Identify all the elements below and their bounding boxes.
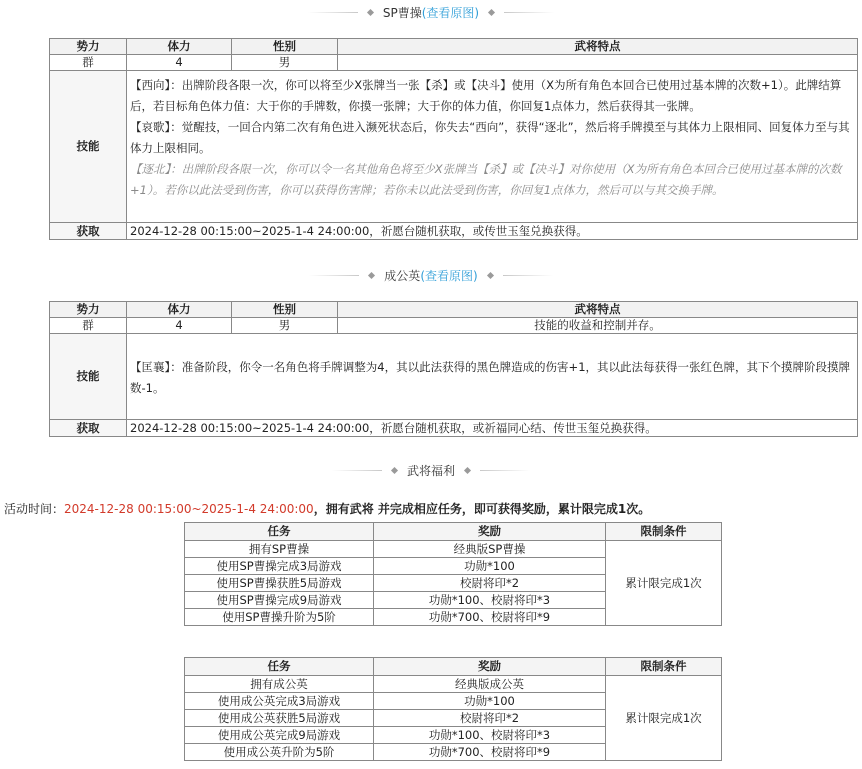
- skill-kuangxiang: 【匡襄】：准备阶段，你令一名角色将手牌调整为4，其以此法获得的黑色牌造成的伤害+1，其以此法每获得一张红色牌，其下个摸牌阶段摸牌数-1。: [130, 359, 851, 395]
- obtain-value: 2024-12-28 00:15:00~2025-1-4 24:00:00，祈愿台随机获取，或祈福同心结、传世玉玺兑换获得。: [127, 420, 858, 437]
- faction-value: 群: [50, 55, 127, 71]
- diamond-icon: [488, 8, 495, 15]
- header-traits: 武将特点: [338, 302, 858, 318]
- reward-cell: 功勋*100: [374, 693, 606, 710]
- divider-line: [332, 470, 382, 471]
- header-gender: 性别: [232, 39, 338, 55]
- faction-value: 群: [50, 318, 127, 334]
- section-header-cheng-gongying: [0, 265, 862, 285]
- task-cell: 使用SP曹操升阶为5阶: [185, 609, 374, 626]
- header-faction: 势力: [50, 302, 127, 318]
- view-original-link[interactable]: (查看原图): [421, 5, 480, 20]
- skills-cell: [127, 334, 858, 420]
- gender-value: 男: [232, 318, 338, 334]
- header-hp: 体力: [127, 302, 232, 318]
- header-reward: 奖励: [374, 523, 606, 541]
- skills-label: 技能: [50, 71, 127, 223]
- hp-value: 4: [127, 55, 232, 71]
- diamond-icon: [368, 271, 375, 278]
- obtain-label: 获取: [50, 420, 127, 437]
- header-limit: 限制条件: [606, 523, 722, 541]
- task-cell: 使用成公英升阶为5阶: [185, 744, 374, 761]
- obtain-label: 获取: [50, 223, 127, 240]
- reward-cell: 功勋*100、校尉将印*3: [374, 727, 606, 744]
- reward-cell: 经典版成公英: [374, 676, 606, 693]
- reward-cell: 功勋*100、校尉将印*3: [374, 592, 606, 609]
- task-cell: 使用成公英完成9局游戏: [185, 727, 374, 744]
- task-cell: 使用SP曹操完成9局游戏: [185, 592, 374, 609]
- header-faction: 势力: [50, 39, 127, 55]
- activity-suffix: ，拥有武将 并完成相应任务，即可获得奖励，累计限完成1次。: [313, 502, 651, 516]
- hp-value: 4: [127, 318, 232, 334]
- skills-label: 技能: [50, 334, 127, 420]
- reward-cell: 经典版SP曹操: [374, 541, 606, 558]
- section-title: SP曹操(查看原图): [382, 5, 480, 20]
- limit-cell: 累计限完成1次: [606, 541, 722, 626]
- header-traits: 武将特点: [338, 39, 858, 55]
- skill-xixiang: 【西向】：出牌阶段各限一次，你可以将至少X张牌当一张【杀】或【决斗】使用（X为所有角色本回合已使用过基本牌的次数+1）。此牌结算后，若目标角色体力值：大于你的手牌数，你摸一张牌；大于你的体力值，你回复1点体力，然后获得其一张牌。: [130, 78, 842, 113]
- divider-line: [504, 12, 554, 13]
- section-title: 成公英(查看原图): [384, 268, 478, 283]
- traits-value: 技能的收益和控制并存。: [338, 318, 858, 334]
- skill-aige: 【哀歌】：觉醒技，一回合内第二次有角色进入濒死状态后，你失去“西向”，获得“逐北”，然后将手牌摸至与其体力上限相同、回复体力至与其体力上限相同。: [130, 120, 850, 155]
- task-cell: 使用SP曹操完成3局游戏: [185, 558, 374, 575]
- diamond-icon: [391, 466, 398, 473]
- divider-line: [308, 12, 358, 13]
- activity-period: 2024-12-28 00:15:00~2025-1-4 24:00:00: [64, 502, 314, 516]
- activity-prefix: 活动时间：: [4, 502, 65, 516]
- diamond-icon: [367, 8, 374, 15]
- header-gender: 性别: [232, 302, 338, 318]
- section-title: 武将福利: [406, 463, 455, 478]
- reward-table-cheng-gongying: [184, 657, 722, 761]
- header-hp: 体力: [127, 39, 232, 55]
- limit-cell: 累计限完成1次: [606, 676, 722, 761]
- traits-value: [338, 55, 858, 71]
- task-cell: 拥有成公英: [185, 676, 374, 693]
- general-table-sp-caocao: [49, 38, 858, 240]
- general-table-cheng-gongying: [49, 301, 858, 437]
- header-task: 任务: [185, 523, 374, 541]
- diamond-icon: [487, 271, 494, 278]
- task-cell: 拥有SP曹操: [185, 541, 374, 558]
- skill-zhubei: 【逐北】：出牌阶段各限一次，你可以令一名其他角色将至少X张牌当【杀】或【决斗】对你使用（X为所有角色本回合已使用过基本牌的次数+1）。若你以此法受到伤害，你可以获得伤害牌；若你未以此法受到伤害，你回复1点体力，然后可以与其交换手牌。: [130, 162, 842, 197]
- obtain-value: 2024-12-28 00:15:00~2025-1-4 24:00:00，祈愿台随机获取，或传世玉玺兑换获得。: [127, 223, 858, 240]
- header-reward: 奖励: [374, 658, 606, 676]
- section-header-sp-caocao: [0, 2, 862, 22]
- diamond-icon: [464, 466, 471, 473]
- section-header-benefits: [0, 460, 862, 480]
- divider-line: [503, 275, 553, 276]
- reward-cell: 校尉将印*2: [374, 710, 606, 727]
- reward-cell: 功勋*700、校尉将印*9: [374, 609, 606, 626]
- task-cell: 使用SP曹操获胜5局游戏: [185, 575, 374, 592]
- task-cell: 使用成公英获胜5局游戏: [185, 710, 374, 727]
- header-limit: 限制条件: [606, 658, 722, 676]
- skills-cell: [127, 71, 858, 223]
- header-task: 任务: [185, 658, 374, 676]
- reward-cell: 校尉将印*2: [374, 575, 606, 592]
- divider-line: [309, 275, 359, 276]
- activity-time: [4, 500, 650, 517]
- gender-value: 男: [232, 55, 338, 71]
- view-original-link[interactable]: (查看原图): [420, 268, 478, 283]
- reward-cell: 功勋*700、校尉将印*9: [374, 744, 606, 761]
- task-cell: 使用成公英完成3局游戏: [185, 693, 374, 710]
- reward-cell: 功勋*100: [374, 558, 606, 575]
- reward-table-sp-caocao: [184, 522, 722, 626]
- divider-line: [480, 470, 530, 471]
